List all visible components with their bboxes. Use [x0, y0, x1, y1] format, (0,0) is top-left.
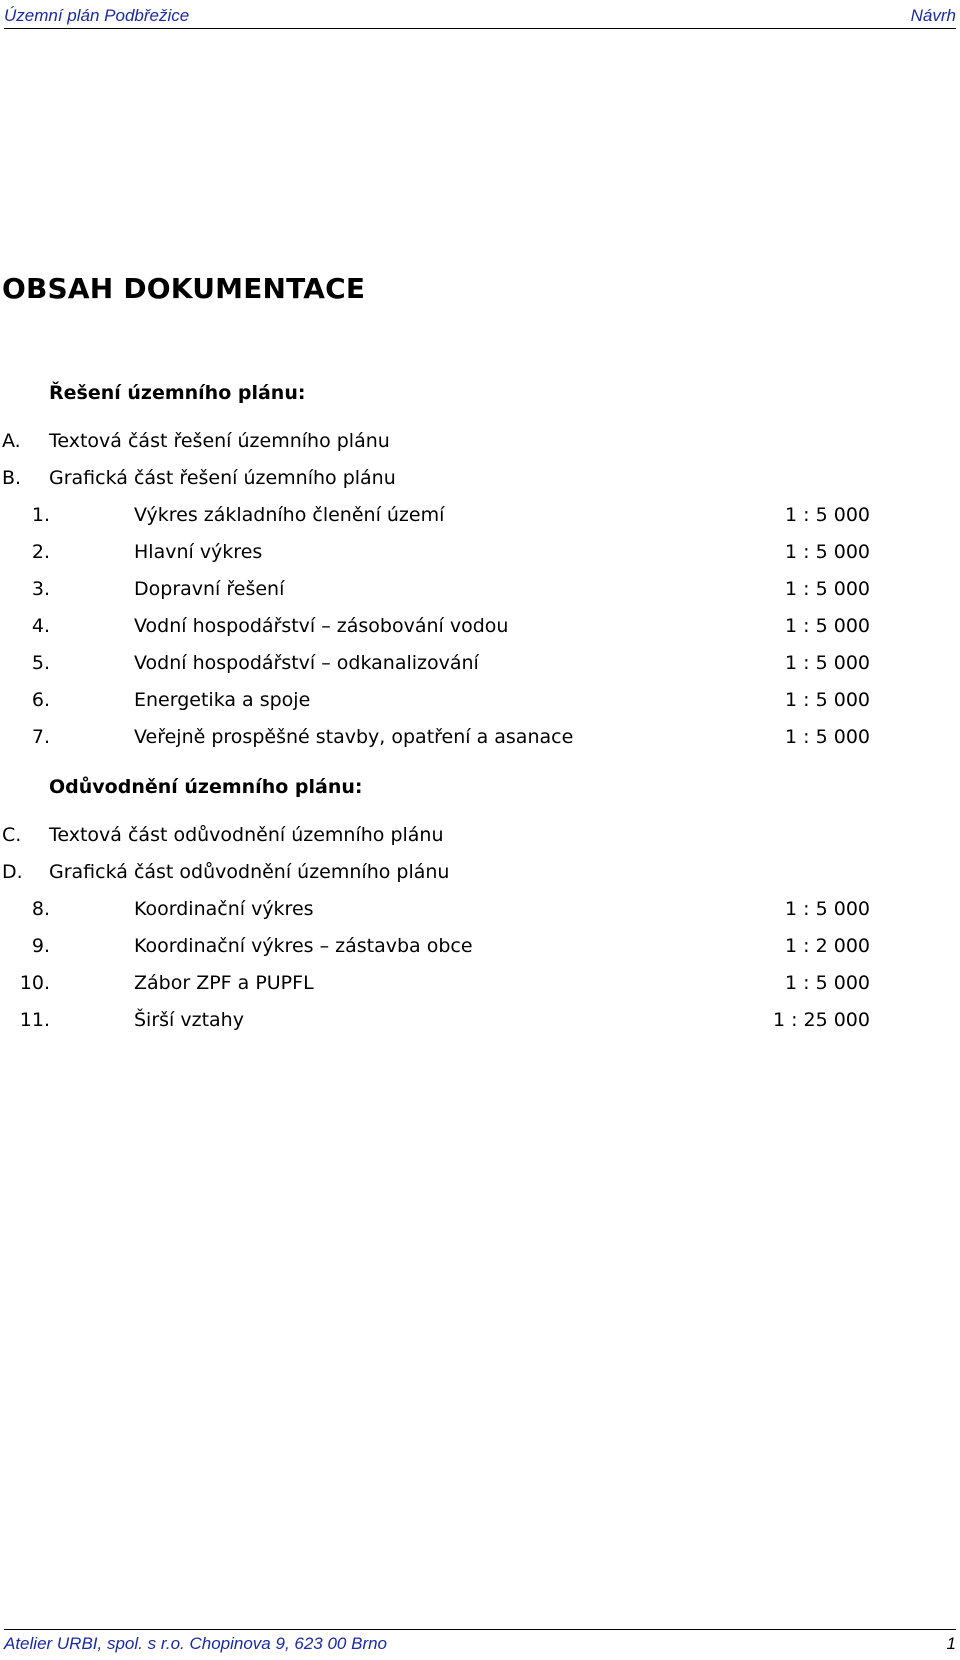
toc-item-number: 3.	[31, 578, 50, 600]
toc-item-number: 5.	[31, 652, 50, 674]
toc-item-text: Vodní hospodářství – odkanalizování	[134, 652, 479, 674]
toc-drawing-item	[0, 935, 870, 965]
toc-item-text: Veřejně prospěšné stavby, opatření a asanace	[134, 726, 574, 748]
toc-lettered-item	[0, 824, 870, 854]
header-document-name: Územní plán Podbřežice	[4, 6, 190, 25]
toc-item-text: Zábor ZPF a PUPFL	[134, 972, 314, 994]
toc-drawing-item	[0, 1009, 870, 1039]
toc-item-scale: 1 : 5 000	[785, 541, 870, 563]
toc-item-text: Energetika a spoje	[134, 689, 311, 711]
document-title: OBSAH DOKUMENTACE	[2, 272, 366, 305]
toc-lettered-item	[0, 430, 870, 460]
toc-item-scale: 1 : 5 000	[785, 898, 870, 920]
toc-item-number: 8.	[31, 898, 50, 920]
toc-drawing-item	[0, 615, 870, 645]
toc-item-text: Širší vztahy	[134, 1009, 244, 1031]
toc-item-text: Vodní hospodářství – zásobování vodou	[134, 615, 509, 637]
toc-lettered-item	[0, 467, 870, 497]
toc-drawing-item	[0, 578, 870, 608]
footer-company-address: Atelier URBI, spol. s r.o. Chopinova 9, 623 00 Brno	[4, 1634, 388, 1653]
toc-item-number: 9.	[31, 935, 50, 957]
toc-item-number: 2.	[31, 541, 50, 563]
header-stage: Návrh	[910, 6, 956, 25]
toc-drawing-item	[0, 504, 870, 534]
toc-item-text: Výkres základního členění území	[134, 504, 445, 526]
toc-letter: D.	[2, 861, 23, 883]
toc-drawing-item	[0, 689, 870, 719]
toc-item-scale: 1 : 5 000	[785, 726, 870, 748]
toc-drawing-item	[0, 972, 870, 1002]
page-header	[4, 4, 956, 29]
toc-item-scale: 1 : 5 000	[785, 578, 870, 600]
page-footer	[4, 1629, 956, 1656]
toc-item-scale: 1 : 5 000	[785, 972, 870, 994]
toc-item-number: 11.	[19, 1009, 50, 1031]
toc-drawing-item	[0, 898, 870, 928]
toc-item-number: 1.	[31, 504, 50, 526]
toc-lettered-text: Grafická část odůvodnění územního plánu	[49, 861, 450, 883]
toc-drawing-item	[0, 726, 870, 756]
toc-lettered-text: Grafická část řešení územního plánu	[49, 467, 396, 489]
toc-item-scale: 1 : 5 000	[785, 615, 870, 637]
toc-letter: C.	[2, 824, 22, 846]
toc-item-scale: 1 : 25 000	[772, 1009, 870, 1031]
section-heading-justification: Odůvodnění územního plánu:	[49, 776, 363, 798]
toc-item-text: Dopravní řešení	[134, 578, 285, 600]
toc-item-number: 10.	[19, 972, 50, 994]
toc-lettered-item	[0, 861, 870, 891]
toc-item-number: 7.	[31, 726, 50, 748]
toc-item-scale: 1 : 2 000	[785, 935, 870, 957]
toc-item-number: 6.	[31, 689, 50, 711]
toc-lettered-text: Textová část řešení územního plánu	[49, 430, 390, 452]
toc-item-text: Koordinační výkres	[134, 898, 314, 920]
toc-item-number: 4.	[31, 615, 50, 637]
toc-drawing-item	[0, 541, 870, 571]
toc-item-text: Koordinační výkres – zástavba obce	[134, 935, 473, 957]
toc-letter: A.	[2, 430, 21, 452]
toc-lettered-text: Textová část odůvodnění územního plánu	[49, 824, 444, 846]
toc-item-scale: 1 : 5 000	[785, 652, 870, 674]
toc-item-scale: 1 : 5 000	[785, 689, 870, 711]
page-number: 1	[946, 1634, 956, 1653]
toc-item-scale: 1 : 5 000	[785, 504, 870, 526]
section-heading-solution: Řešení územního plánu:	[49, 382, 306, 404]
toc-item-text: Hlavní výkres	[134, 541, 263, 563]
toc-letter: B.	[2, 467, 22, 489]
toc-drawing-item	[0, 652, 870, 682]
